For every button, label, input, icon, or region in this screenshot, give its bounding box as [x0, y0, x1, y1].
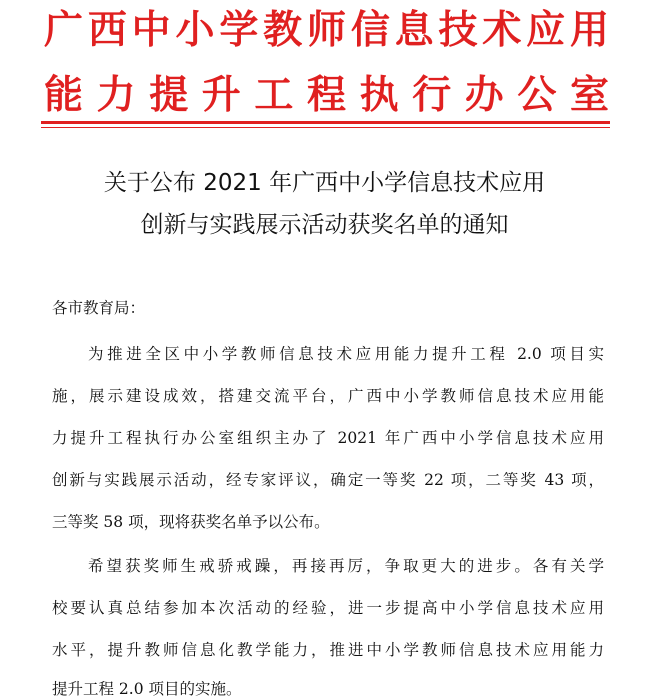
letterhead: [0, 0, 649, 135]
paragraph-2-line: 校要认真总结参加本次活动的经验，进一步提高中小学信息技术应用: [52, 599, 604, 617]
letterhead-line-2: 能力提升工程执行办公室: [44, 73, 609, 118]
document-title-line-2: 创新与实践展示活动获奖名单的通知: [140, 212, 509, 238]
paragraph-1-line: 三等奖 58 项，现将获奖名单予以公布。: [52, 513, 330, 531]
salutation: 各市教育局：: [52, 299, 146, 317]
paragraph-1-line: 创新与实践展示活动，经专家评议，确定一等奖 22 项，二等奖 43 项，: [52, 471, 604, 489]
paragraph-1-line: 施，展示建设成效，搭建交流平台，广西中小学教师信息技术应用能: [52, 387, 604, 405]
letterhead-line-1: 广西中小学教师信息技术应用: [44, 8, 609, 53]
paragraph-2-line: 水平，提升教师信息化教学能力，推进中小学教师信息技术应用能力: [52, 641, 604, 659]
paragraph-1-line: 为推进全区中小学教师信息技术应用能力提升工程 2.0 项目实: [88, 345, 604, 363]
red-divider-thin: [41, 127, 610, 128]
paragraph-2-line: 希望获奖师生戒骄戒躁，再接再厉，争取更大的进步。各有关学: [88, 557, 604, 575]
paragraph-1-line: 力提升工程执行办公室组织主办了 2021 年广西中小学信息技术应用: [52, 429, 604, 447]
red-divider-thick: [41, 121, 610, 124]
document-title-line-1: 关于公布 2021 年广西中小学信息技术应用: [103, 170, 546, 196]
paragraph-2-line: 提升工程 2.0 项目的实施。: [52, 680, 242, 698]
